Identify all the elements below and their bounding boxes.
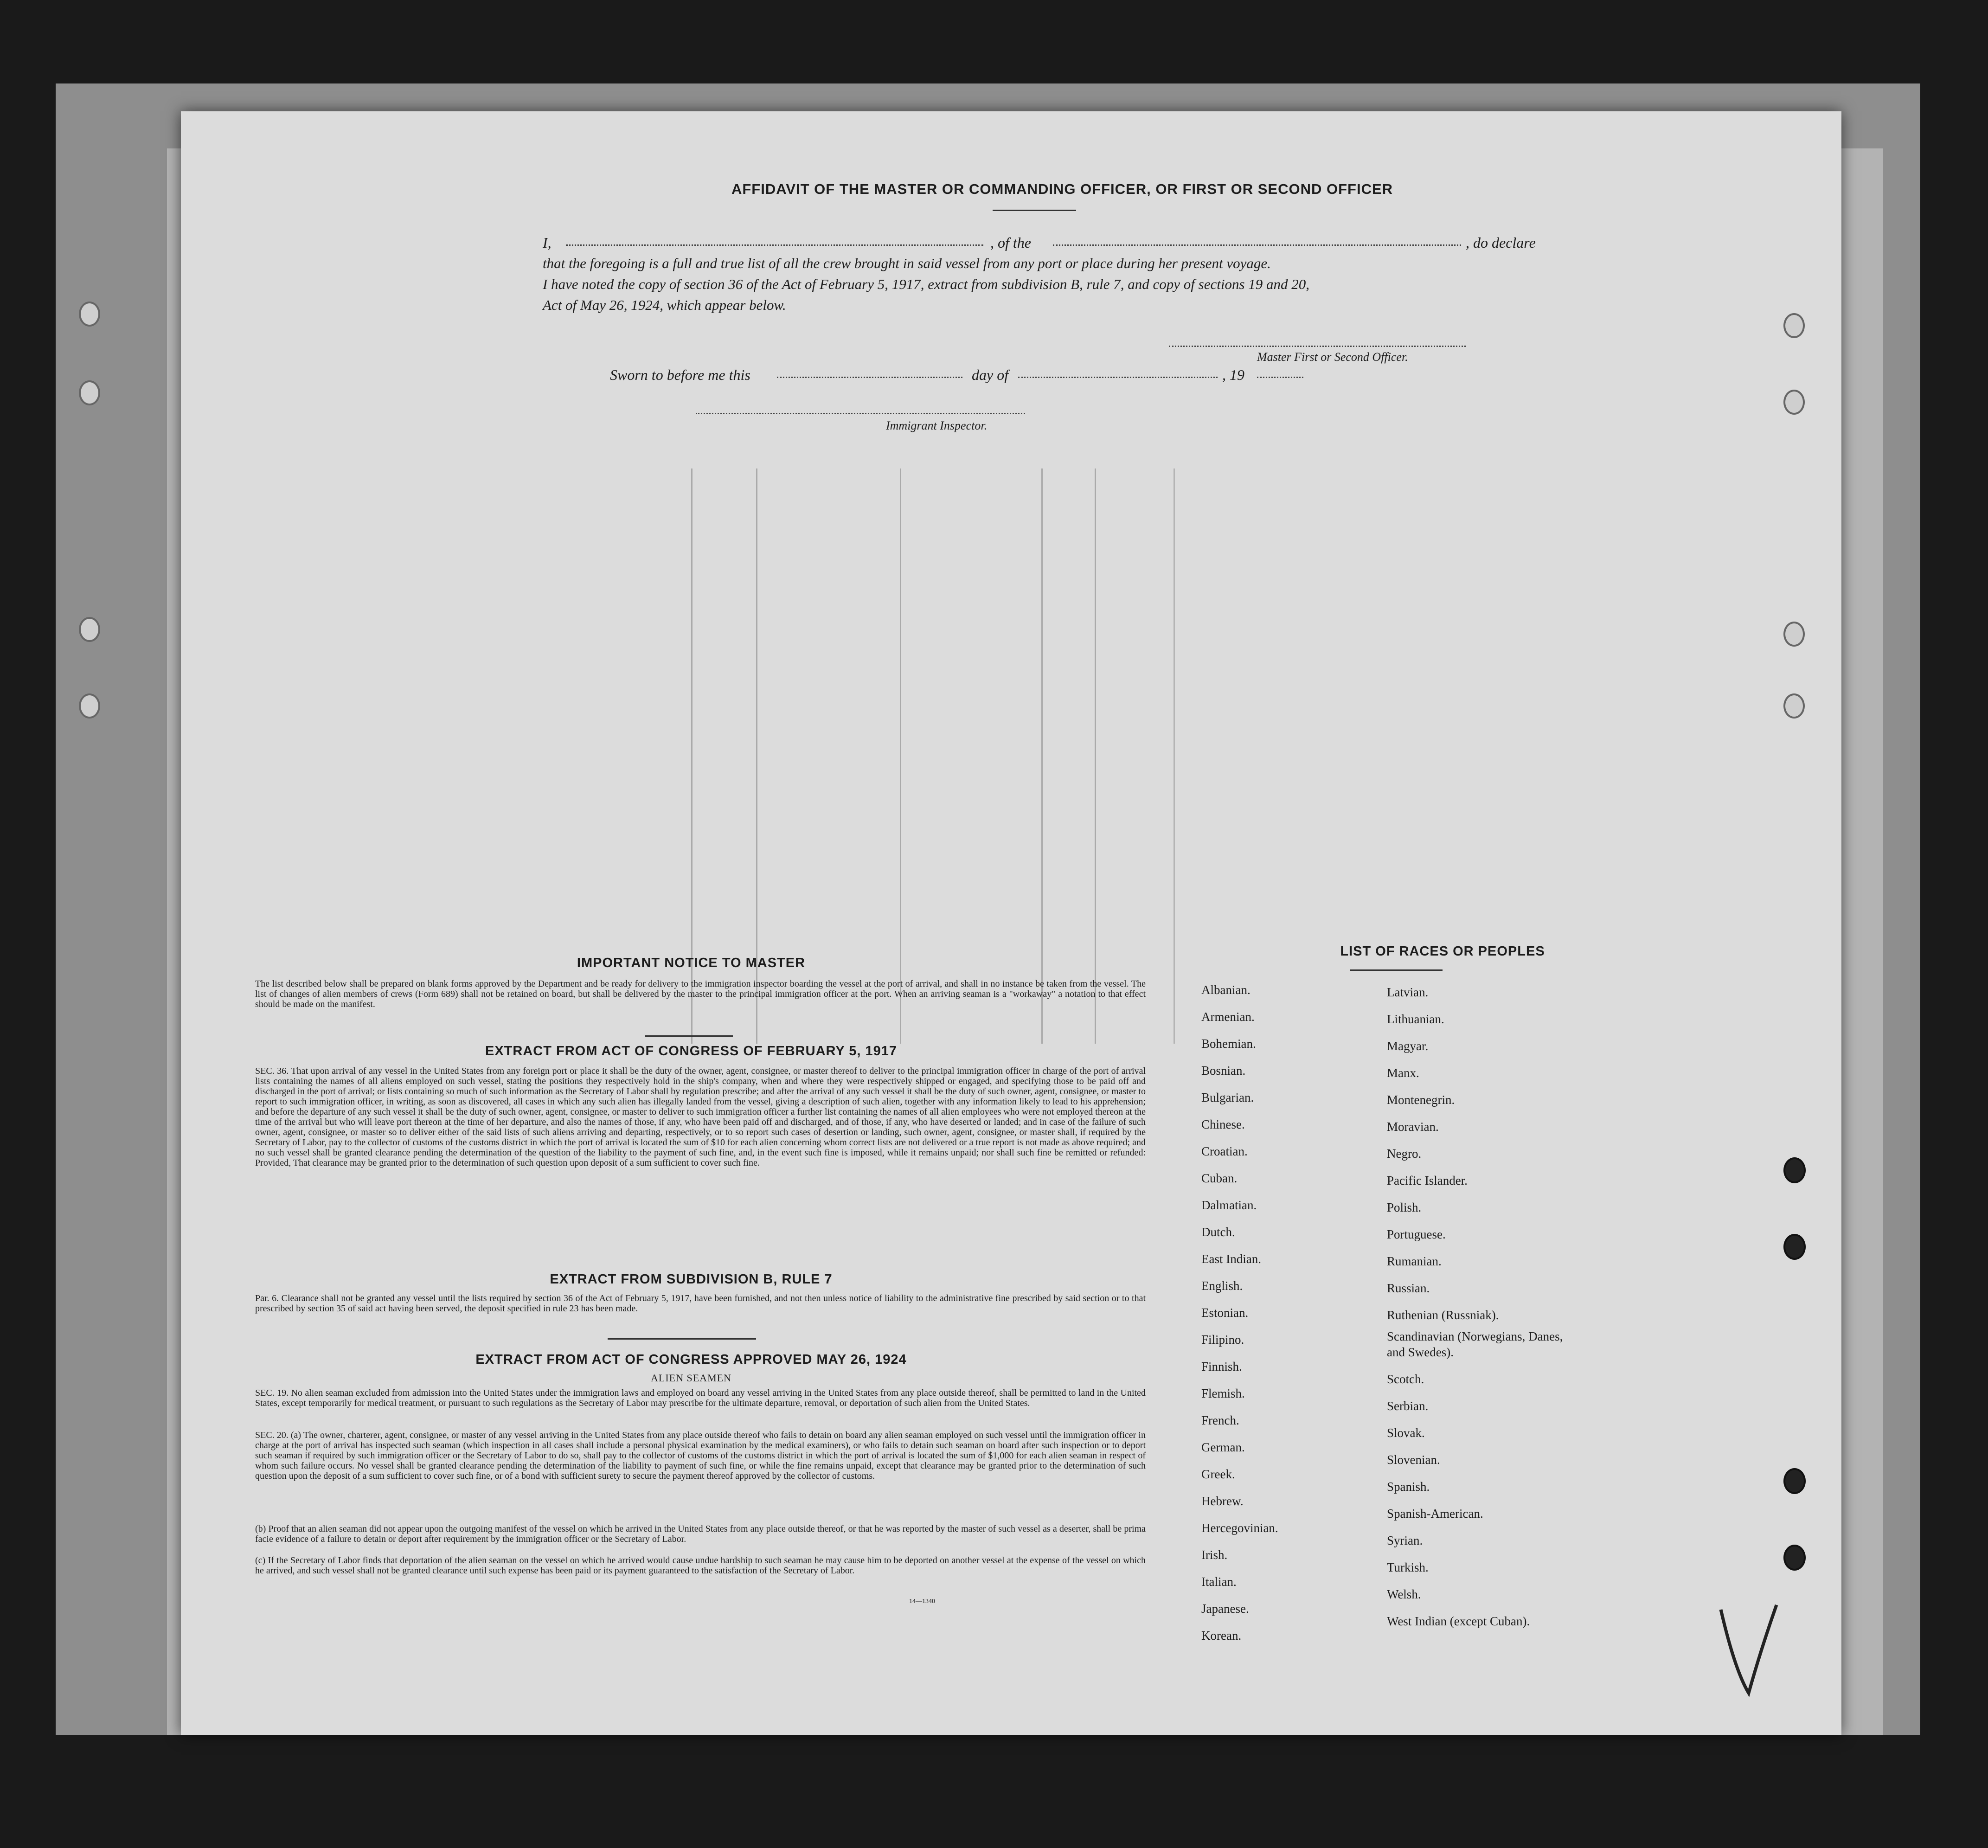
master-signature-label: Master First or Second Officer. bbox=[1257, 350, 1408, 364]
of-the-label: , of the bbox=[990, 234, 1031, 251]
sworn-line bbox=[610, 366, 1445, 384]
race-item: Finnish. bbox=[1201, 1360, 1242, 1373]
race-item: Estonian. bbox=[1201, 1306, 1249, 1320]
race-item: Croatian. bbox=[1201, 1144, 1248, 1158]
race-item: Magyar. bbox=[1387, 1039, 1429, 1053]
extract-1924-title: EXTRACT FROM ACT OF CONGRESS APPROVED MAY 26, 1924 bbox=[475, 1352, 907, 1367]
race-item: Bosnian. bbox=[1201, 1064, 1246, 1078]
race-item: Chinese. bbox=[1201, 1117, 1245, 1131]
race-item: French. bbox=[1201, 1413, 1239, 1427]
extract-1924-subtitle: ALIEN SEAMEN bbox=[651, 1372, 731, 1384]
extract-1924-sec20a: SEC. 20. (a) The owner, charterer, agent, consignee, or master of any vessel arriving in the United States from any place outside thereof who fails to detain on board any alien seaman employed on such vessel until the immigration officer in charge at the port of arrival has inspected such seaman (which inspection in all cases shall include a personal physical examination by the medical examiners), or who fails to detain such seaman on board after such inspection or to deport such seaman if required by such immigration officer or the Secretary of Labor to do so, shall pay to the collector of customs of the customs district in which the port of arrival is located the sum of $1,000 for each alien seaman in respect of whom such failure occurs. No vessel shall be granted clearance pending the determination of the liability to payment of such fine, or while the fine remains unpaid, except that clearance may be granted prior to the determination of such question upon the deposit of a sum sufficient to cover such fine, or of a bond with sufficient surety to secure the payment thereof approved by the collector of customs. bbox=[255, 1430, 1146, 1481]
race-item: Spanish. bbox=[1387, 1480, 1430, 1494]
punch-hole-icon bbox=[1783, 1545, 1806, 1571]
race-item: East Indian. bbox=[1201, 1252, 1261, 1266]
race-item: Hebrew. bbox=[1201, 1494, 1244, 1508]
declare-label: , do declare bbox=[1466, 234, 1536, 251]
race-item: Scotch. bbox=[1387, 1372, 1424, 1386]
race-item: Bulgarian. bbox=[1201, 1091, 1254, 1104]
race-item: Korean. bbox=[1201, 1629, 1242, 1643]
race-item: Montenegrin. bbox=[1387, 1093, 1455, 1107]
extract-1924-sec19: SEC. 19. No alien seaman excluded from admission into the United States under the immigration laws and employed on board any vessel arriving in the United States from any place outside thereof, shall be permitted to land in the United States, except temporarily for medical treatment, or pursuant to such regulations as the Secretary of Labor may prescribe for the ultimate departure, removal, or deportation of such alien from the United States. bbox=[255, 1388, 1146, 1408]
race-item: Italian. bbox=[1201, 1575, 1237, 1589]
name-field[interactable] bbox=[566, 244, 983, 246]
punch-hole-icon bbox=[1783, 1234, 1806, 1260]
sworn-year-field[interactable] bbox=[1257, 377, 1303, 378]
affidavit-line3: I have noted the copy of section 36 of the Act of February 5, 1917, extract from subdivision B, rule 7, and copy of sections 19 and 20, bbox=[543, 276, 1310, 292]
race-item: Latvian. bbox=[1387, 985, 1429, 999]
race-item: Manx. bbox=[1387, 1066, 1419, 1080]
race-item: Japanese. bbox=[1201, 1602, 1249, 1616]
punch-hole-icon bbox=[79, 380, 100, 405]
race-item: German. bbox=[1201, 1440, 1245, 1454]
extract-1924-sec20b: (b) Proof that an alien seaman did not appear upon the outgoing manifest of the vessel on which he arrived in the United States from any place outside thereof, or that he was reported by the master of such vessel as a deserter, shall be prima facie evidence of a failure to detain or deport after requirement by the immigration officer or the Secretary of Labor. bbox=[255, 1524, 1146, 1544]
races-left-column bbox=[1201, 976, 1354, 1649]
race-item: Pacific Islander. bbox=[1387, 1174, 1468, 1187]
race-item: Slovak. bbox=[1387, 1426, 1425, 1440]
race-item: Spanish-American. bbox=[1387, 1507, 1483, 1521]
punch-hole-icon bbox=[79, 693, 100, 719]
notice-rule bbox=[645, 1035, 733, 1037]
bleed-column-rule-4 bbox=[1041, 468, 1043, 1044]
punch-hole-icon bbox=[79, 302, 100, 327]
race-item: Bohemian. bbox=[1201, 1037, 1256, 1051]
race-item: Greek. bbox=[1201, 1467, 1235, 1481]
races-title: LIST OF RACES OR PEOPLES bbox=[1340, 944, 1545, 959]
extract-1917-body: SEC. 36. That upon arrival of any vessel in the United States from any foreign port or place it shall be the duty of the owner, agent, consignee, or master thereof to deliver to the principal immigration officer in charge of the port of arrival lists containing the names of all aliens employed on such vessel, stating the positions they respectively hold in the ship's company, when and where they were respectively shipped or engaged, and specifying those to be paid off and discharged in the port of arrival; or lists containing so much of such information as the Secretary of Labor shall by regulation prescribe; and after the arrival of any such vessel it shall be the duty of such owner, agent, consignee, or master to report to such immigration officer, in writing, as soon as discovered, all cases in which any such alien has illegally landed from the vessel, giving a description of such alien, together with any information likely to lead to his apprehension; and before the departure of any such vessel it shall be the duty of such owner, agent, consignee, or master to deliver to such immigration officer a further list containing the names of all alien employees who were not employed thereon at the time of the arrival but who will leave port thereon at the time of her departure, and also the names of those, if any, who have been paid off and discharged, and of those, if any, who have deserted or landed; and in case of the failure of such owner, agent, consignee, or master so to deliver either of the said lists of such aliens arriving and departing, respectively, or to so report such cases of desertion or landing, such owner, agent, consignee, or master shall, if required by the Secretary of Labor, pay to the collector of customs of the customs district in which the port of arrival is located the sum of $10 for each alien concerning whom correct lists are not delivered or a true report is not made as above required; and no such vessel shall be granted clearance pending the determination of the question of the liability to the payment of such fine, and, in the event such fine is imposed, while it remains unpaid; nor shall such fine be remitted or refunded: Provided, That clearance may be granted prior to the determination of such question upon deposit of a sum sufficient to cover such fine. bbox=[255, 1066, 1146, 1168]
form-number: 14—1340 bbox=[909, 1598, 935, 1605]
notice-body: The list described below shall be prepared on blank forms approved by the Department and be ready for delivery to the immigration inspector boarding the vessel at the port of arrival, and shall in no instance be taken from the vessel. The list of changes of alien members of crews (Form 689) shall not be retained on board, but shall be delivered by the master to the principal immigration officer at the port. When an arriving seaman is a "workaway" a notation to that effect should be made on the manifest. bbox=[255, 979, 1146, 1009]
race-item: Moravian. bbox=[1387, 1120, 1439, 1134]
punch-hole-icon bbox=[1783, 622, 1805, 647]
race-item: Scandinavian (Norwegians, Danes, and Swedes). bbox=[1387, 1329, 1563, 1359]
punch-hole-icon bbox=[1783, 1468, 1806, 1494]
extract-rule7-title: EXTRACT FROM SUBDIVISION B, RULE 7 bbox=[550, 1272, 833, 1287]
vessel-field[interactable] bbox=[1053, 244, 1461, 246]
sworn-label: Sworn to before me this bbox=[610, 366, 750, 383]
affidavit-title: AFFIDAVIT OF THE MASTER OR COMMANDING OFFICER, OR FIRST OR SECOND OFFICER bbox=[731, 181, 1393, 197]
affidavit-page bbox=[181, 111, 1841, 1735]
race-item: Albanian. bbox=[1201, 983, 1251, 997]
check-mark-icon bbox=[1716, 1600, 1781, 1702]
sworn-day-field[interactable] bbox=[777, 377, 962, 378]
bleed-column-rule-6 bbox=[1174, 468, 1175, 1044]
affidavit-line2: that the foregoing is a full and true list of all the crew brought in said vessel from any port or place during her present voyage. bbox=[543, 255, 1271, 271]
sworn-month-field[interactable] bbox=[1018, 377, 1218, 378]
race-item: Negro. bbox=[1387, 1147, 1422, 1161]
master-signature-line[interactable] bbox=[1169, 346, 1466, 347]
extract-1917-title: EXTRACT FROM ACT OF CONGRESS OF FEBRUARY 5, 1917 bbox=[485, 1044, 898, 1059]
inspector-label: Immigrant Inspector. bbox=[886, 419, 988, 432]
punch-hole-icon bbox=[1783, 1157, 1806, 1183]
race-item: Turkish. bbox=[1387, 1560, 1429, 1574]
race-item: Ruthenian (Russniak). bbox=[1387, 1308, 1499, 1322]
race-item: Dutch. bbox=[1201, 1225, 1235, 1239]
bleed-column-rule-5 bbox=[1095, 468, 1096, 1044]
race-item: Rumanian. bbox=[1387, 1254, 1442, 1268]
race-item: Serbian. bbox=[1387, 1399, 1429, 1413]
race-item: Dalmatian. bbox=[1201, 1198, 1257, 1212]
i-label: I, bbox=[543, 234, 552, 251]
affidavit-line4: Act of May 26, 1924, which appear below. bbox=[543, 297, 786, 313]
race-item: Welsh. bbox=[1387, 1587, 1421, 1601]
notice-title: IMPORTANT NOTICE TO MASTER bbox=[577, 956, 806, 970]
affidavit-line1 bbox=[543, 234, 1679, 251]
race-item: West Indian (except Cuban). bbox=[1387, 1614, 1530, 1628]
year-label: , 19 bbox=[1222, 366, 1244, 383]
race-item: English. bbox=[1201, 1279, 1243, 1293]
races-title-rule bbox=[1350, 969, 1443, 971]
rule7-rule bbox=[608, 1338, 756, 1340]
race-item: Irish. bbox=[1201, 1548, 1228, 1562]
race-item: Portuguese. bbox=[1387, 1227, 1446, 1241]
punch-hole-icon bbox=[1783, 693, 1805, 719]
race-item: Flemish. bbox=[1201, 1386, 1245, 1400]
punch-hole-icon bbox=[1783, 390, 1805, 415]
day-of-label: day of bbox=[972, 366, 1009, 383]
punch-hole-icon bbox=[1783, 313, 1805, 338]
race-item: Polish. bbox=[1387, 1200, 1422, 1214]
race-item: Syrian. bbox=[1387, 1534, 1423, 1547]
affidavit-title-rule bbox=[993, 210, 1076, 211]
extract-rule7-body: Par. 6. Clearance shall not be granted any vessel until the lists required by section 36 of the Act of February 5, 1917, have been furnished, and not then unless notice of liability to the administrative fine prescribed by said section or to that prescribed by section 35 of said act having been served, the deposit specified in rule 23 has been made. bbox=[255, 1293, 1146, 1314]
inspector-signature-line[interactable] bbox=[696, 413, 1025, 414]
race-item: Russian. bbox=[1387, 1281, 1430, 1295]
race-item: Slovenian. bbox=[1387, 1453, 1440, 1467]
punch-hole-icon bbox=[79, 617, 100, 642]
race-item: Hercegovinian. bbox=[1201, 1521, 1278, 1535]
race-item: Cuban. bbox=[1201, 1171, 1238, 1185]
race-item: Armenian. bbox=[1201, 1010, 1255, 1024]
races-right-column bbox=[1387, 979, 1582, 1635]
race-item: Filipino. bbox=[1201, 1333, 1244, 1347]
race-item: Lithuanian. bbox=[1387, 1012, 1444, 1026]
extract-1924-sec20c: (c) If the Secretary of Labor finds that deportation of the alien seaman on the vessel on which he arrived would cause undue hardship to such seaman he may cause him to be deported on another vessel at the expense of the vessel on which he arrived, and such vessel shall not be granted clearance until such expense has been paid or its payment guaranteed to the satisfaction of the Secretary of Labor. bbox=[255, 1555, 1146, 1576]
